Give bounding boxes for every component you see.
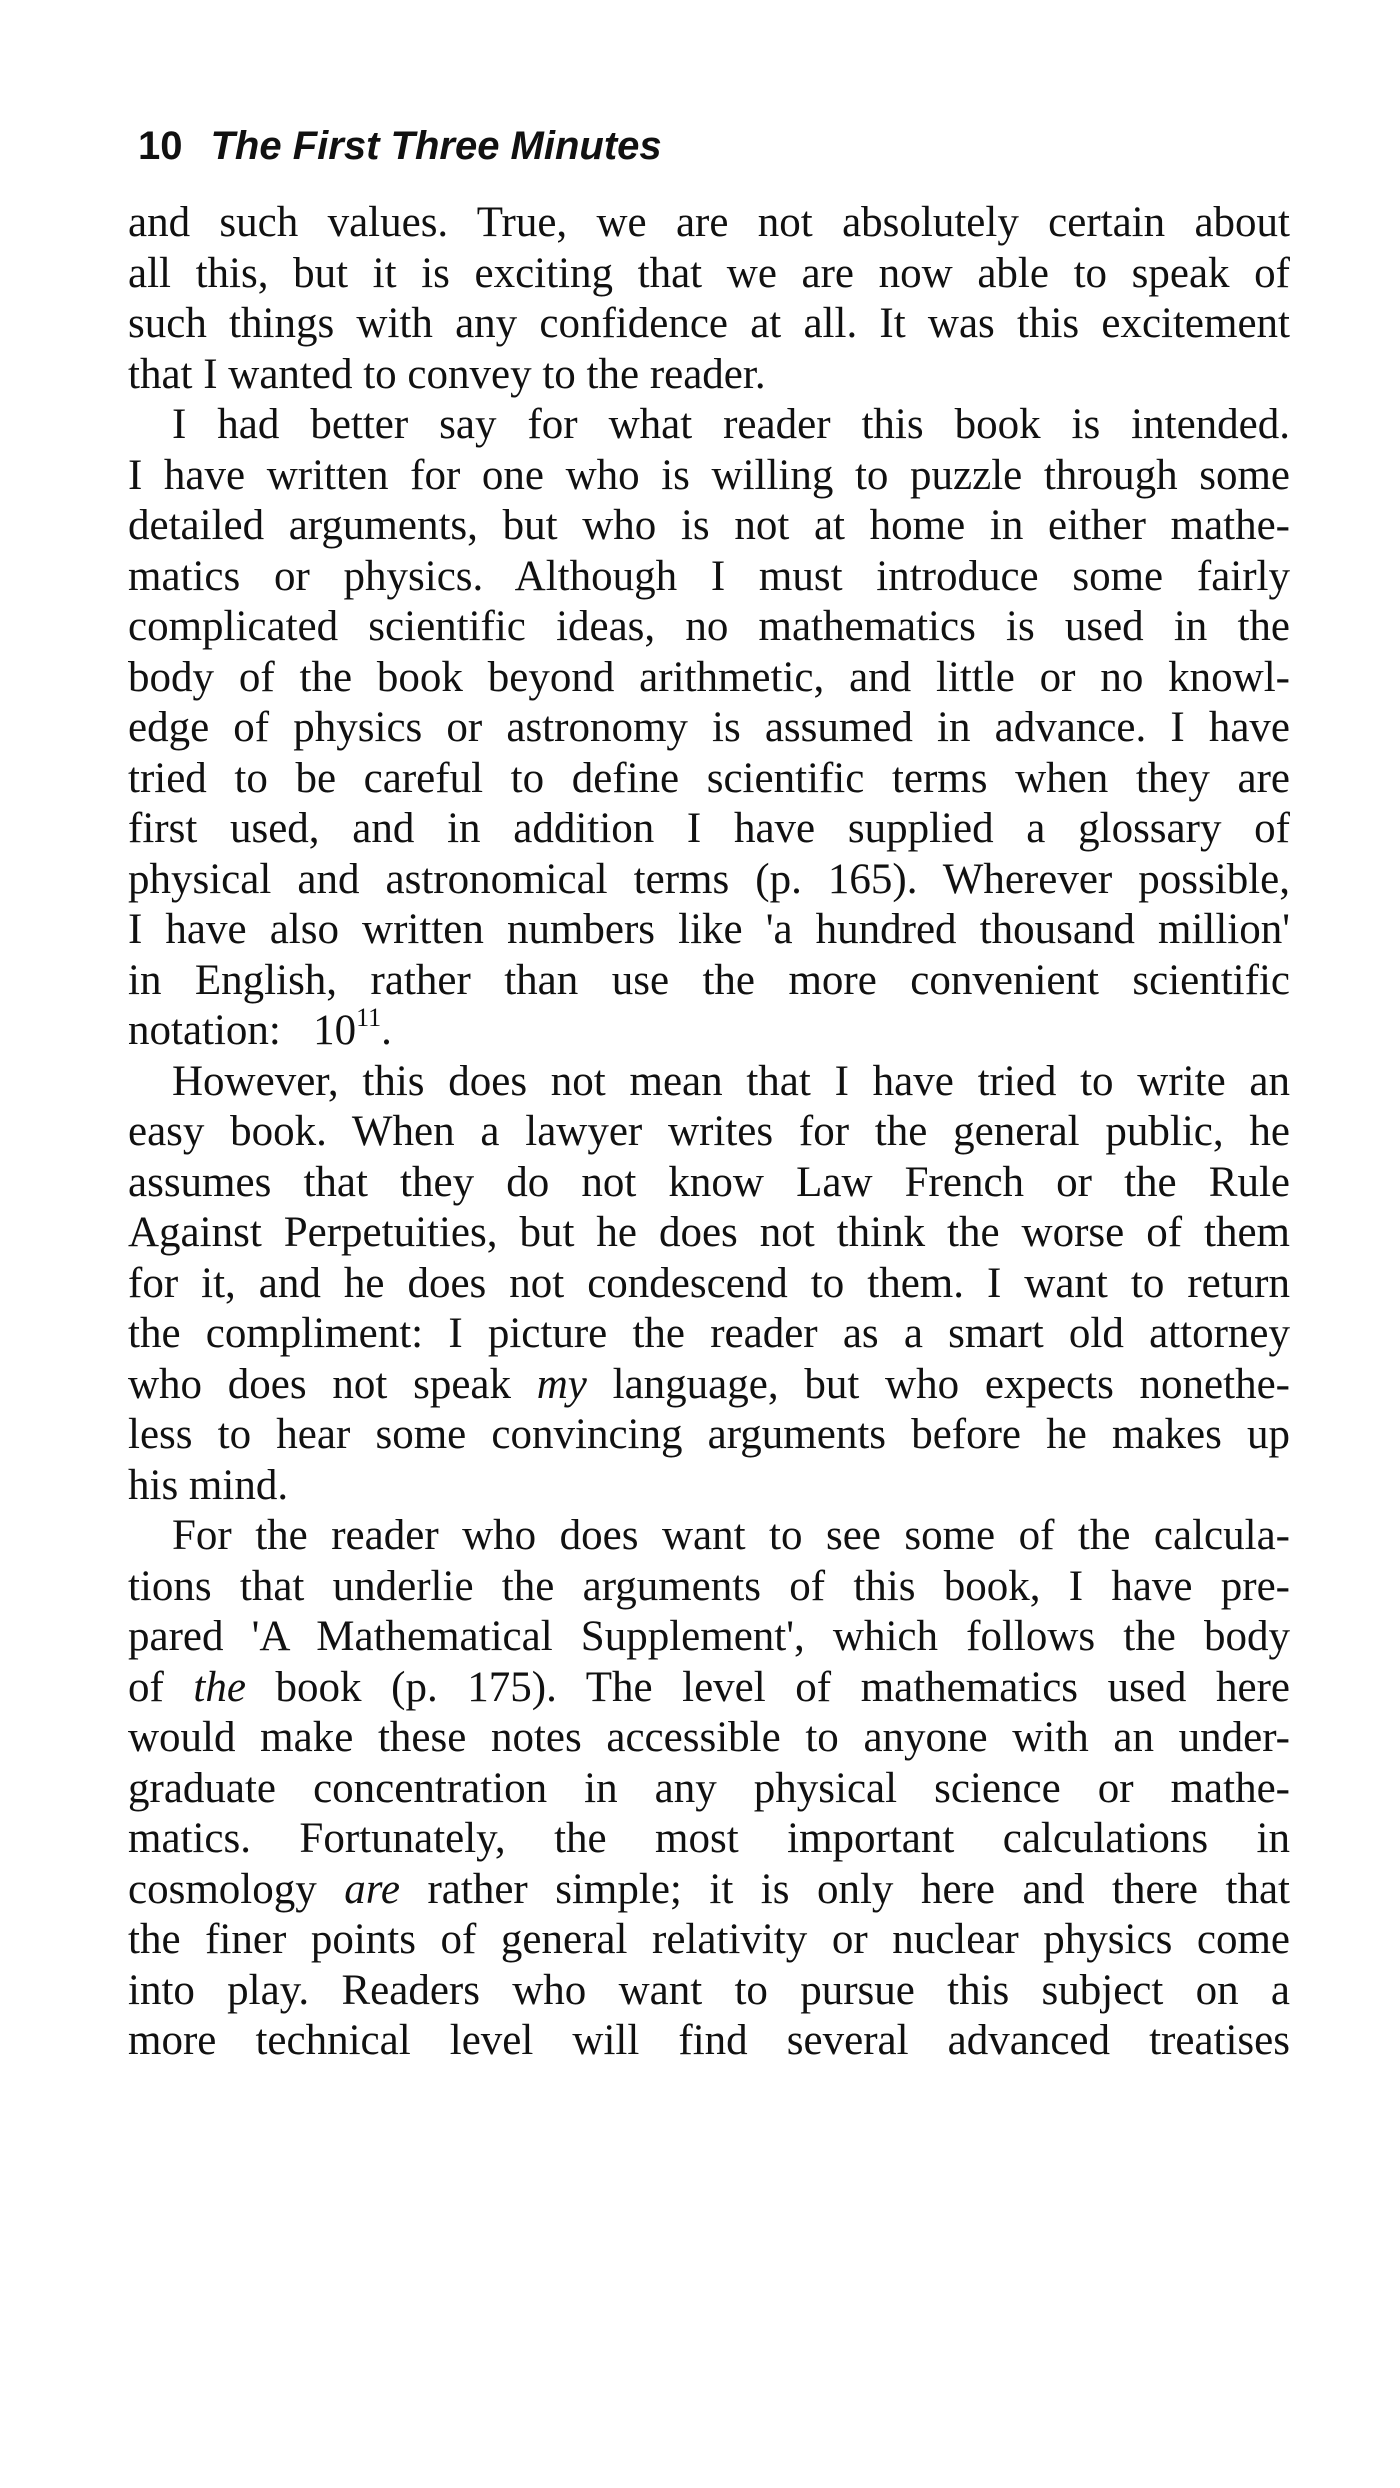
text-run: of (128, 1663, 194, 1711)
notation-label: notation: (128, 1007, 281, 1054)
paragraph-3 (128, 1057, 1290, 1512)
text-line: I had better say for what reader this book is intended. (172, 401, 1290, 448)
text-line: Against Perpetuities, but he does not think the worse of them (128, 1209, 1290, 1256)
text-line: and such values. True, we are not absolutely certain about (128, 199, 1290, 246)
text-line: detailed arguments, but who is not at home in either mathe- (128, 502, 1290, 549)
text-line: complicated scientific ideas, no mathematics is used in the (128, 603, 1290, 650)
running-head (138, 118, 662, 174)
page-number: 10 (138, 124, 183, 168)
text-run: cosmology (128, 1865, 345, 1913)
text-run: who does not speak (128, 1360, 537, 1408)
text-line (128, 1865, 1290, 1916)
notation-line (128, 1003, 1290, 1057)
text-line: I have also written numbers like 'a hundred thousand million' (128, 906, 1290, 953)
notation-exponent: 11 (356, 1003, 382, 1032)
text-line: I have written for one who is willing to puzzle through some (128, 451, 1290, 499)
text-line: assumes that they do not know Law French or the Rule (128, 1158, 1290, 1206)
text-line: the compliment: I picture the reader as a smart old attorney (128, 1310, 1290, 1357)
text-line: such things with any confidence at all. It was this excitement (128, 300, 1290, 347)
emphasis-text: the (193, 1663, 246, 1711)
text-line (128, 1360, 1290, 1411)
text-line: For the reader who does want to see some of the calcula- (172, 1512, 1290, 1559)
text-line: first used, and in addition I have supplied a glossary of (128, 805, 1290, 852)
text-line: less to hear some convincing arguments before he makes up (128, 1411, 1290, 1458)
text-run: book (p. 175). The level of mathematics used here (245, 1663, 1291, 1711)
text-line: pared 'A Mathematical Supplement', which follows the body (128, 1613, 1290, 1660)
text-run: rather simple; it is only here and there that (399, 1865, 1290, 1913)
emphasis-text: are (344, 1865, 400, 1913)
text-line: the finer points of general relativity or nuclear physics come (128, 1916, 1290, 1963)
text-line: matics or physics. Although I must introduce some fairly (128, 552, 1290, 600)
text-line: his mind. (128, 1461, 289, 1509)
text-line (128, 1663, 1290, 1714)
paragraph-1 (128, 198, 1290, 400)
text-line: body of the book beyond arithmetic, and little or no knowl- (128, 653, 1290, 701)
paragraph-4 (128, 1511, 1290, 2067)
book-title: The First Three Minutes (210, 124, 662, 168)
notation-end: . (381, 1007, 392, 1054)
emphasis-text: my (536, 1360, 587, 1408)
text-line: tried to be careful to define scientific terms when they are (128, 754, 1290, 802)
text-line: matics. Fortunately, the most important calculations in (128, 1815, 1290, 1862)
text-line: However, this does not mean that I have tried to write an (172, 1057, 1290, 1105)
text-line: easy book. When a lawyer writes for the general public, he (128, 1108, 1290, 1155)
text-line: tions that underlie the arguments of this book, I have pre- (128, 1562, 1290, 1610)
text-line: graduate concentration in any physical science or mathe- (128, 1764, 1290, 1812)
text-line: more technical level will find several advanced treatises (128, 2017, 1290, 2064)
text-line: all this, but it is exciting that we are now able to speak of (128, 249, 1290, 297)
text-line: would make these notes accessible to anyone with an under- (128, 1714, 1290, 1761)
paragraph-2 (128, 400, 1290, 1057)
notation-base: 10 (313, 1007, 357, 1054)
text-line: into play. Readers who want to pursue this subject on a (128, 1966, 1290, 2014)
text-line: edge of physics or astronomy is assumed in advance. I have (128, 704, 1290, 751)
text-run: language, but who expects nonethe- (586, 1360, 1290, 1408)
text-line: in English, rather than use the more convenient scientific (128, 956, 1290, 1004)
text-line: for it, and he does not condescend to them. I want to return (128, 1259, 1290, 1307)
text-line: physical and astronomical terms (p. 165). Wherever possible, (128, 855, 1290, 903)
body-text (128, 198, 1290, 2067)
text-line: that I wanted to convey to the reader. (128, 350, 766, 398)
